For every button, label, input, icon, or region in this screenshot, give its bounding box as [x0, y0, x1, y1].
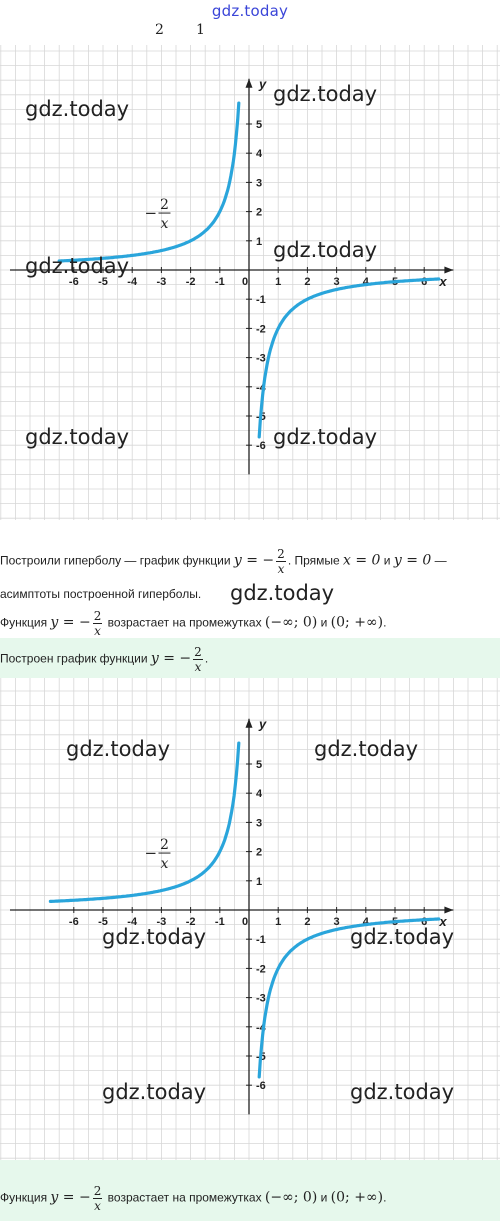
x-tick-label: -3 — [156, 276, 167, 288]
x-tick-label: -4 — [127, 916, 138, 928]
answer-band-2 — [0, 1160, 500, 1221]
watermark: gdz.today — [25, 425, 130, 449]
y-tick-label: -5 — [256, 1051, 266, 1063]
x-tick-label: -5 — [98, 916, 108, 928]
y-tick-label: 3 — [256, 817, 263, 830]
answer-band-1 — [0, 638, 500, 678]
answer-2-text: Функция y = − $\frac{2}{x}$ возрастает на промежутках (−∞; 0) и (0; +∞). — [0, 1184, 387, 1213]
x-axis-label: x — [439, 914, 447, 929]
y-tick-label: 2 — [256, 846, 263, 859]
watermark: gdz.today — [350, 1080, 455, 1104]
y-tick-label: -1 — [256, 934, 266, 947]
y-tick-label: -3 — [256, 992, 266, 1005]
y-axis-label: y — [259, 76, 267, 92]
x-tick-label: 2 — [304, 276, 311, 288]
watermark: gdz.today — [230, 581, 335, 605]
y-tick-label: -2 — [256, 963, 266, 976]
curve-label-denominator: x — [160, 856, 169, 873]
y-tick-label: -6 — [256, 1080, 266, 1093]
fraction: $\frac{2}{x}$ — [277, 547, 285, 576]
fraction: $\frac{2}{x}$ — [93, 609, 102, 638]
x-tick-label: -4 — [127, 276, 138, 288]
y-tick-label: 2 — [256, 206, 263, 219]
explanation-line-2: асимптоты построенной гиперболы. — [0, 587, 202, 601]
x-axis-arrow — [444, 267, 453, 274]
y-tick-label: 1 — [256, 875, 263, 888]
explanation-line-1: Построили гиперболу — график функции y = − $\frac{2}{x}$ . Прямые x = 0 и y = 0 — — [0, 547, 447, 576]
curve-label-numerator: 2 — [160, 837, 169, 854]
watermark: gdz.today — [273, 425, 378, 449]
x-tick-label: 3 — [333, 916, 340, 928]
x-tick-label: 6 — [421, 276, 428, 288]
explanation-line-3: Функция y = − $\frac{2}{x}$ возрастает на промежутках (−∞; 0) и (0; +∞). — [0, 609, 387, 638]
curve-label-sign: − — [144, 204, 158, 223]
x-tick-label: -6 — [68, 276, 79, 288]
x-tick-label: 0 — [241, 276, 249, 288]
watermark: gdz.today — [102, 925, 207, 949]
x-tick-label: 1 — [275, 276, 282, 288]
watermark: gdz.today — [350, 925, 455, 949]
y-tick-label: -5 — [256, 411, 266, 423]
x-tick-label: -2 — [185, 916, 196, 928]
fraction: $\frac{2}{x}$ — [194, 645, 202, 674]
x-axis-label: x — [439, 274, 447, 289]
watermark: gdz.today — [273, 238, 378, 262]
fraction-remnant-1: 1 — [196, 22, 205, 38]
y-tick-label: 3 — [256, 177, 263, 190]
y-tick-label: 4 — [256, 788, 263, 801]
x-tick-label: 5 — [391, 276, 399, 288]
x-tick-label: -1 — [214, 916, 225, 928]
x-tick-label: -3 — [156, 916, 167, 928]
y-tick-label: -2 — [256, 323, 266, 336]
y-tick-label: 5 — [256, 759, 263, 771]
watermark: gdz.today — [66, 737, 171, 761]
watermark: gdz.today — [314, 737, 419, 761]
x-tick-label: 2 — [304, 916, 311, 928]
curve-label-denominator: x — [160, 216, 169, 233]
x-tick-label: 4 — [362, 916, 369, 928]
y-axis-label: y — [259, 716, 267, 732]
x-tick-label: 5 — [391, 916, 399, 928]
x-axis-arrow — [444, 907, 453, 914]
x-tick-label: -1 — [214, 276, 225, 288]
y-tick-label: -4 — [256, 1021, 266, 1034]
watermark: gdz.today — [25, 97, 130, 121]
x-tick-label: -6 — [68, 916, 79, 928]
fraction: $\frac{2}{x}$ — [93, 1184, 102, 1213]
x-tick-label: 1 — [275, 916, 282, 928]
watermark: gdz.today — [102, 1080, 207, 1104]
y-tick-label: -1 — [256, 294, 266, 307]
curve-label-numerator: 2 — [160, 197, 169, 214]
curve-label-sign: − — [144, 844, 158, 863]
x-tick-label: 0 — [241, 916, 249, 928]
x-tick-label: -2 — [185, 276, 196, 288]
y-tick-label: -3 — [256, 352, 266, 365]
watermark: gdz.today — [25, 254, 130, 278]
y-tick-label: -4 — [256, 381, 266, 394]
x-tick-label: -5 — [98, 276, 108, 288]
y-tick-label: 5 — [256, 119, 263, 131]
y-tick-label: -6 — [256, 440, 266, 453]
y-tick-label: 4 — [256, 148, 263, 161]
answer-1-text: Построен график функции y = − $\frac{2}{x}$ . — [0, 645, 209, 674]
watermark: gdz.today — [273, 82, 378, 106]
x-tick-label: 4 — [362, 276, 369, 288]
x-tick-label: 3 — [333, 276, 340, 288]
y-tick-label: 1 — [256, 235, 263, 248]
fraction-remnant-2: 2 — [155, 22, 164, 38]
top-watermark: gdz.today — [211, 2, 289, 20]
x-tick-label: 6 — [421, 916, 428, 928]
